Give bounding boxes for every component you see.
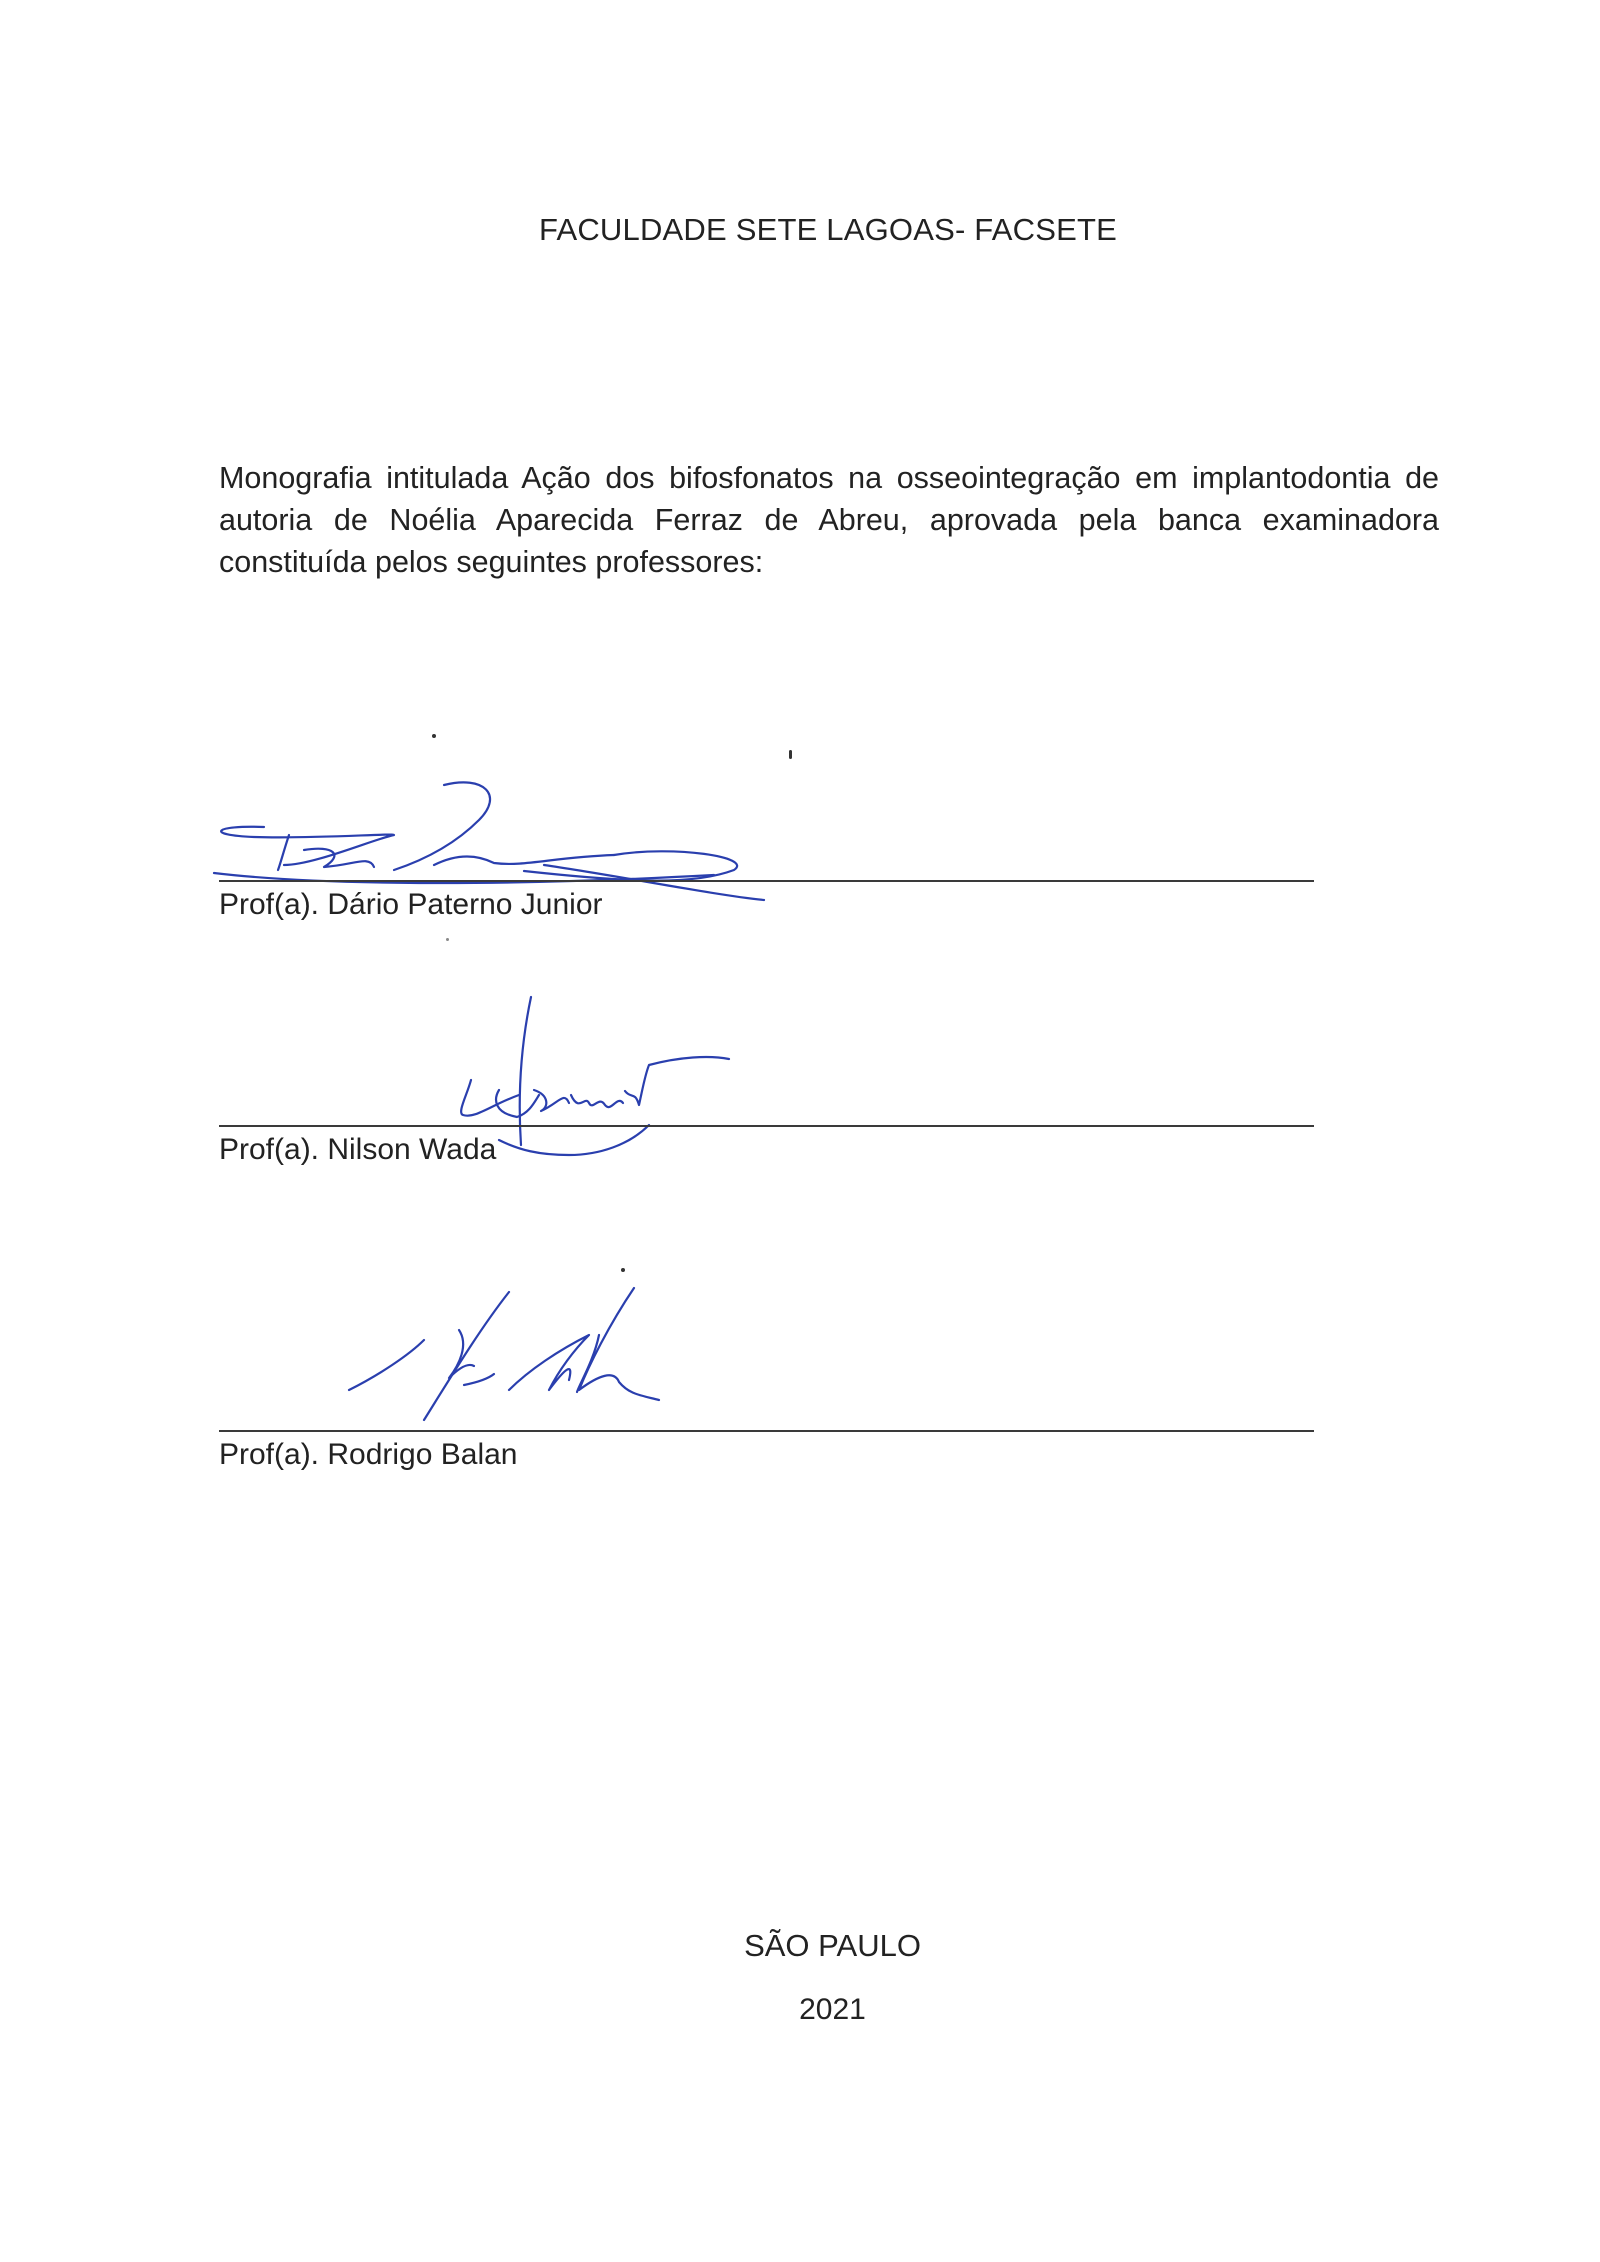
signature-line-3 [219,1430,1314,1432]
signature-line-1 [219,880,1314,882]
signature-rodrigo-balan [309,1270,709,1420]
signature-line-2 [219,1125,1314,1127]
scan-speck [432,734,436,738]
scan-speck [621,1268,625,1272]
scan-speck [789,750,792,759]
examiner-name-2: Prof(a). Nilson Wada [219,1133,497,1166]
examiner-name-1: Prof(a). Dário Paterno Junior [219,888,603,921]
examiner-name-3: Prof(a). Rodrigo Balan [219,1438,518,1471]
approval-statement: Monografia intitulada Ação dos bifosfonatos na osseointegração em implantodontia de autoria de Noélia Aparecida Ferraz de Abreu, aprovada pela banca examinadora constituída pelos seguintes professores: [219,461,1439,579]
year-label: 2021 [799,1993,866,2026]
scan-speck [446,938,449,941]
city-label: SÃO PAULO [744,1928,921,1963]
institution-heading: FACULDADE SETE LAGOAS- FACSETE [539,212,1117,247]
